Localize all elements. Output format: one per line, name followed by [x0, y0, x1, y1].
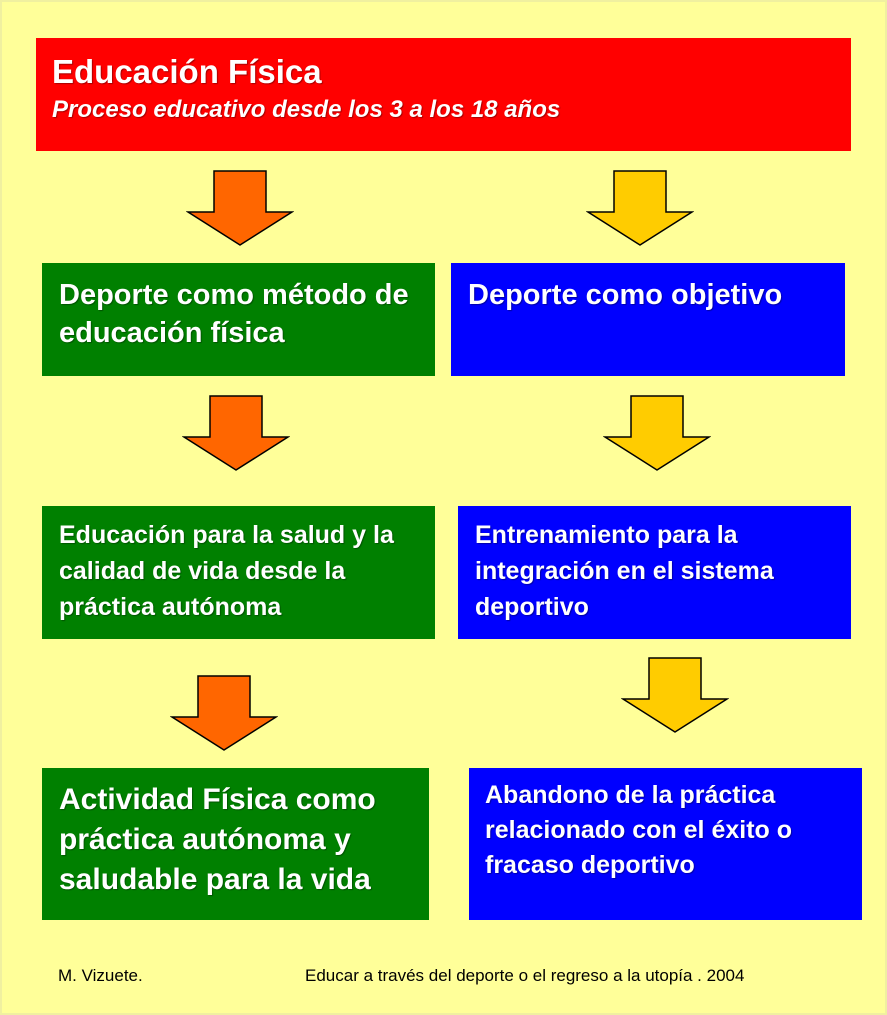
footer-source: Educar a través del deporte o el regreso a la utopía . 2004: [305, 966, 745, 985]
footer-author: M. Vizuete.: [58, 966, 143, 985]
left-box-health: Educación para la salud y la calidad de vida desde la práctica autónoma: [42, 506, 435, 639]
left-box-method: Deporte como método de educación física: [42, 263, 435, 376]
header-box: [36, 38, 851, 151]
arrow-down-icon: [170, 675, 278, 751]
arrow-down-icon: [186, 170, 294, 246]
diagram-subtitle: Proceso educativo desde los 3 a los 18 años: [52, 96, 561, 123]
diagram-title: Educación Física: [52, 53, 322, 90]
left-box-activity: Actividad Física como práctica autónoma y saludable para la vida: [42, 768, 429, 920]
right-box-abandonment: Abandono de la práctica relacionado con el éxito o fracaso deportivo: [469, 768, 862, 920]
arrow-down-icon: [621, 657, 729, 733]
right-box-training: Entrenamiento para la integración en el sistema deportivo: [458, 506, 851, 639]
right-box-objective: Deporte como objetivo: [451, 263, 845, 376]
arrow-down-icon: [603, 395, 711, 471]
arrow-down-icon: [182, 395, 290, 471]
arrow-down-icon: [586, 170, 694, 246]
